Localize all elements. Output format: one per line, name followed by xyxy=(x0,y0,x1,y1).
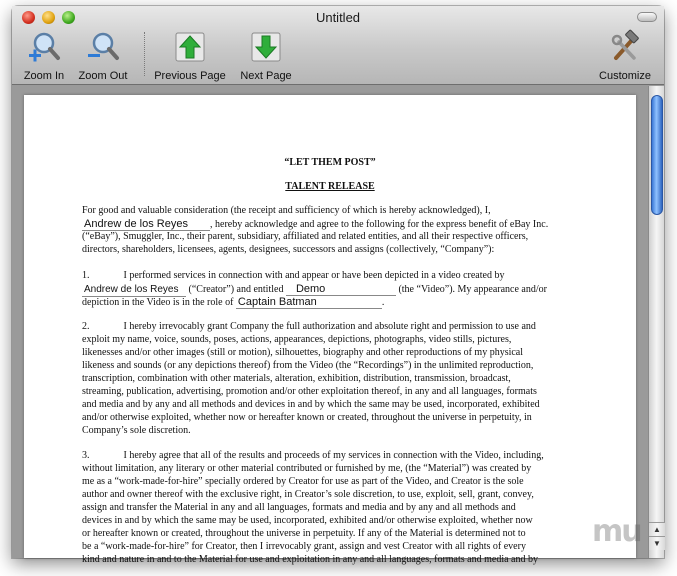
watermark-logo: mu xyxy=(592,514,641,549)
paragraph-3-line: be a “work-made-for-hire” for Creator, then I irrevocably grant, assign and vest Creator with all rights of every xyxy=(82,541,526,552)
paragraph-text: I performed services in connection with and appear or have been depicted in a video created by xyxy=(123,270,505,281)
green-down-arrow-icon xyxy=(249,30,283,64)
paragraph-2-line: likeness and sounds (or any depictions thereof) from the Video (the “Recordings”) in the unlimited reproduction, xyxy=(82,360,534,371)
paragraph-number: 3. xyxy=(82,450,90,461)
document-subheading: TALENT RELEASE xyxy=(285,181,375,192)
scroll-down-button[interactable]: ▼ xyxy=(649,536,665,550)
customize-label: Customize xyxy=(599,70,651,82)
role-field[interactable]: Captain Batman xyxy=(236,296,382,309)
zoom-out-button[interactable] xyxy=(74,30,132,82)
paragraph-1-line xyxy=(82,296,384,310)
paragraph-2-line: streaming, publication, advertising, promotion and/or other exploitation thereof, in any and all languages, formats xyxy=(82,386,537,397)
paragraph-text: (the “Video”). My appearance and/or xyxy=(398,284,547,295)
paragraph-1-line xyxy=(82,270,504,283)
magnifier-minus-icon xyxy=(86,30,120,64)
paragraph-3-line: devices in and by which the same may be used, incorporated, exhibited and/or otherwise exploited, whether now xyxy=(82,515,533,526)
intro-line: For good and valuable consideration (the receipt and sufficiency of which is hereby acknowledged), I, xyxy=(82,205,491,216)
previous-page-label: Previous Page xyxy=(154,70,226,82)
paragraph-text: . xyxy=(381,297,385,308)
green-up-arrow-icon xyxy=(173,30,207,64)
paragraph-number: 1. xyxy=(82,270,90,281)
toolbar-toggle-button[interactable] xyxy=(637,12,657,22)
scroll-up-button[interactable]: ▲ xyxy=(649,522,665,536)
previous-page-button[interactable] xyxy=(152,30,228,82)
next-page-button[interactable] xyxy=(236,30,296,82)
paragraph-3-line: kind and nature in and to the Material for use and exploitation in any and all languages, formats and media and by xyxy=(82,554,538,565)
magnifier-plus-icon xyxy=(27,30,61,64)
vertical-scrollbar[interactable] xyxy=(648,86,664,558)
paragraph-3-line: assign and transfer the Material in any and all languages, formats and media and by any and all methods and xyxy=(82,502,516,513)
toolbar-separator xyxy=(144,32,145,76)
paragraph-1-line xyxy=(82,283,547,297)
zoom-in-label: Zoom In xyxy=(23,70,65,82)
document-heading: “LET THEM POST” xyxy=(284,157,376,168)
document-page xyxy=(24,95,636,565)
customize-button[interactable] xyxy=(594,30,656,82)
paragraph-text: I hereby irrevocably grant Company the full authorization and absolute right and permission to use and xyxy=(123,321,536,332)
paragraph-3-line: me as a “work-made-for-hire” specially ordered by Creator for use as part of the Video, and Creator is the sole xyxy=(82,476,524,487)
scrollbar-thumb[interactable] xyxy=(651,95,663,215)
toolbar xyxy=(12,6,664,85)
paragraph-3-line: author and owner thereof with the exclusive right, in Creator’s sole discretion, to use, exploit, sell, grant, convey, xyxy=(82,489,534,500)
zoom-out-label: Zoom Out xyxy=(78,70,128,82)
paragraph-2-line: likenesses and/or other images (still or motion), silhouettes, biography and other reproductions of my physical xyxy=(82,347,524,358)
paragraph-number: 2. xyxy=(82,321,90,332)
participant-name-field[interactable]: Andrew de los Reyes xyxy=(82,218,210,231)
video-title-field[interactable]: Demo xyxy=(286,283,396,296)
next-page-label: Next Page xyxy=(240,70,292,82)
creator-name-field[interactable]: Andrew de los Reyes xyxy=(82,284,186,297)
paragraph-2-line: Company’s sole discretion. xyxy=(82,425,191,436)
paragraph-2-line xyxy=(82,321,536,334)
paragraph-2-line: and/or otherwise exploited, whether now or hereafter known or created, throughout the universe in perpetuity, in xyxy=(82,412,532,423)
paragraph-text: depiction in the Video is in the role of xyxy=(82,297,234,308)
paragraph-2-line: transcription, combination with other materials, alteration, exhibition, distribution, transmission, broadcast, xyxy=(82,373,511,384)
paragraph-3-line: or hereafter known or created, throughout the universe in perpetuity. If any of the Material is determined not to xyxy=(82,528,526,539)
intro-line: (“eBay”), Smuggler, Inc., their parent, subsidiary, affiliated and related entities, and all their respective officers, xyxy=(82,231,529,242)
paragraph-2-line: and media and by any and all methods and devices in and by which the same may be used, incorporated, exhibited xyxy=(82,399,540,410)
paragraph-3-line xyxy=(82,450,544,463)
zoom-in-button[interactable] xyxy=(20,30,68,82)
paragraph-2-line: exploit my name, voice, sounds, poses, actions, appearances, depictions, photographs, video stills, pictures, xyxy=(82,334,512,345)
paragraph-text: (“Creator”) and entitled xyxy=(188,284,284,295)
intro-text: , hereby acknowledge and agree to the following for the express benefit of eBay Inc. xyxy=(210,219,549,230)
paragraph-text: I hereby agree that all of the results and proceeds of my services in connection with the Video, including, xyxy=(123,450,544,461)
hammer-wrench-icon xyxy=(608,30,642,64)
intro-line xyxy=(82,218,548,232)
intro-line: directors, shareholders, licensees, agents, designees, successors and assigns (collectively, “Company”): xyxy=(82,244,495,255)
paragraph-3-line: without limitation, any literary or other material contributed or furnished by me, (the “Material”) was created by xyxy=(82,463,532,474)
app-window xyxy=(12,6,664,565)
window-title: Untitled xyxy=(315,10,361,25)
